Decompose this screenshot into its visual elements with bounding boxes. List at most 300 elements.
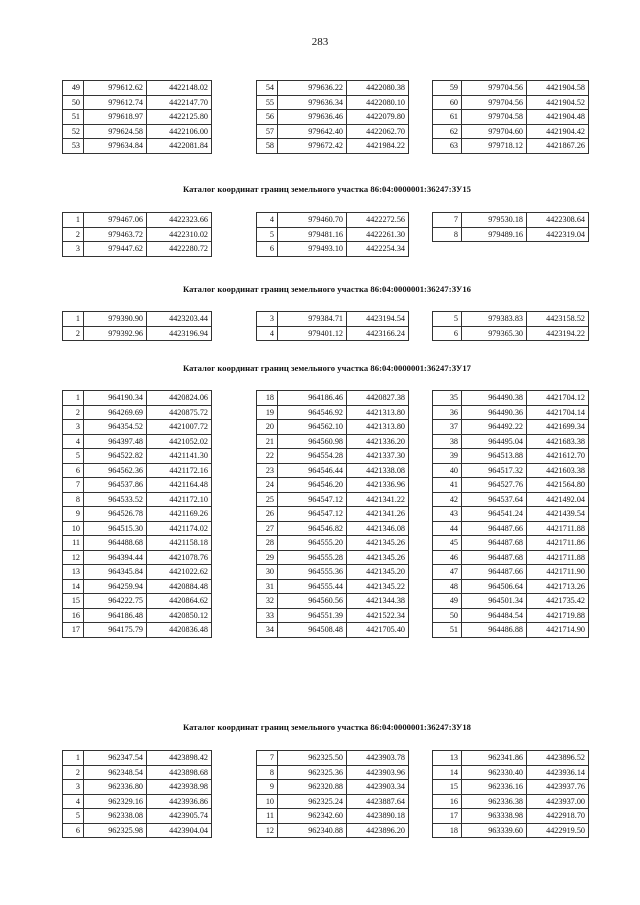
x-coordinate: 964508.48 — [278, 623, 347, 638]
table-row — [433, 463, 589, 478]
x-coordinate: 962342.60 — [278, 809, 347, 824]
table-row — [433, 213, 589, 228]
table-row — [63, 521, 212, 536]
y-coordinate: 4421345.26 — [347, 550, 409, 565]
y-coordinate: 4421341.26 — [347, 507, 409, 522]
x-coordinate: 962338.08 — [84, 809, 147, 824]
table-row — [433, 227, 589, 242]
x-coordinate: 964490.38 — [462, 391, 527, 406]
point-number: 23 — [257, 463, 278, 478]
table-row — [257, 565, 409, 580]
section-title: Каталог координат границ земельного участка 86:04:0000001:36247:ЗУ17 — [182, 363, 472, 373]
coordinate-table — [432, 311, 589, 341]
point-number: 39 — [433, 449, 462, 464]
point-number: 61 — [433, 110, 462, 125]
x-coordinate: 964506.64 — [462, 579, 527, 594]
x-coordinate: 962336.80 — [84, 780, 147, 795]
y-coordinate: 4423158.52 — [527, 312, 589, 327]
x-coordinate: 964555.44 — [278, 579, 347, 594]
table-row — [433, 95, 589, 110]
x-coordinate: 962325.50 — [278, 751, 347, 766]
point-number: 38 — [433, 434, 462, 449]
section-title: Каталог координат границ земельного участка 86:04:0000001:36247:ЗУ15 — [182, 184, 472, 194]
y-coordinate: 4423196.94 — [147, 326, 212, 341]
x-coordinate: 964546.82 — [278, 521, 347, 536]
x-coordinate: 962340.88 — [278, 823, 347, 838]
x-coordinate: 964515.30 — [84, 521, 147, 536]
x-coordinate: 964526.78 — [84, 507, 147, 522]
y-coordinate: 4421346.08 — [347, 521, 409, 536]
y-coordinate: 4423166.24 — [347, 326, 409, 341]
point-number: 6 — [433, 326, 462, 341]
table-row — [433, 312, 589, 327]
table-row — [433, 139, 589, 154]
x-coordinate: 964537.64 — [462, 492, 527, 507]
point-number: 1 — [63, 312, 84, 327]
coordinate-table — [62, 80, 212, 154]
coordinate-table — [62, 212, 212, 257]
y-coordinate: 4421492.04 — [527, 492, 589, 507]
x-coordinate: 962348.54 — [84, 765, 147, 780]
x-coordinate: 979704.56 — [462, 95, 527, 110]
coordinate-table — [256, 390, 409, 638]
table-row — [257, 765, 409, 780]
y-coordinate: 4422319.04 — [527, 227, 589, 242]
y-coordinate: 4422272.56 — [347, 213, 409, 228]
x-coordinate: 979383.83 — [462, 312, 527, 327]
coordinate-table — [256, 80, 409, 154]
x-coordinate: 979467.06 — [84, 213, 147, 228]
point-number: 10 — [257, 794, 278, 809]
point-number: 4 — [63, 434, 84, 449]
point-number: 46 — [433, 550, 462, 565]
table-row — [433, 794, 589, 809]
x-coordinate: 964551.39 — [278, 608, 347, 623]
y-coordinate: 4422125.80 — [147, 110, 212, 125]
table-row — [63, 124, 212, 139]
y-coordinate: 4421719.88 — [527, 608, 589, 623]
table-row — [433, 623, 589, 638]
table-row — [433, 536, 589, 551]
coordinate-table — [432, 212, 589, 242]
table-row — [257, 213, 409, 228]
table-row — [63, 536, 212, 551]
table-row — [63, 391, 212, 406]
y-coordinate: 4420836.48 — [147, 623, 212, 638]
section-title: Каталог координат границ земельного участка 86:04:0000001:36247:ЗУ16 — [182, 284, 472, 294]
point-number: 10 — [63, 521, 84, 536]
y-coordinate: 4421867.26 — [527, 139, 589, 154]
x-coordinate: 962347.54 — [84, 751, 147, 766]
table-row — [63, 227, 212, 242]
x-coordinate: 964487.68 — [462, 550, 527, 565]
y-coordinate: 4420850.12 — [147, 608, 212, 623]
table-row — [433, 405, 589, 420]
y-coordinate: 4423898.68 — [147, 765, 212, 780]
table-row — [63, 312, 212, 327]
coordinate-table — [256, 311, 409, 341]
y-coordinate: 4422308.64 — [527, 213, 589, 228]
table-row — [63, 95, 212, 110]
point-number: 56 — [257, 110, 278, 125]
y-coordinate: 4422918.70 — [527, 809, 589, 824]
table-row — [257, 95, 409, 110]
x-coordinate: 964562.10 — [278, 420, 347, 435]
y-coordinate: 4421714.90 — [527, 623, 589, 638]
catalog-section-zu16 — [62, 282, 592, 338]
table-row — [63, 242, 212, 257]
y-coordinate: 4423898.42 — [147, 751, 212, 766]
x-coordinate: 979636.46 — [278, 110, 347, 125]
x-coordinate: 979672.42 — [278, 139, 347, 154]
point-number: 2 — [63, 326, 84, 341]
x-coordinate: 979365.30 — [462, 326, 527, 341]
y-coordinate: 4421711.88 — [527, 550, 589, 565]
y-coordinate: 4421705.40 — [347, 623, 409, 638]
x-coordinate: 964546.20 — [278, 478, 347, 493]
table-row — [63, 81, 212, 96]
point-number: 11 — [63, 536, 84, 551]
table-row — [63, 463, 212, 478]
x-coordinate: 964487.66 — [462, 521, 527, 536]
table-row — [63, 794, 212, 809]
table-row — [433, 579, 589, 594]
x-coordinate: 964397.48 — [84, 434, 147, 449]
table-row — [63, 434, 212, 449]
x-coordinate: 964555.36 — [278, 565, 347, 580]
x-coordinate: 979392.96 — [84, 326, 147, 341]
x-coordinate: 964488.68 — [84, 536, 147, 551]
table-row — [433, 594, 589, 609]
y-coordinate: 4421337.30 — [347, 449, 409, 464]
x-coordinate: 979384.71 — [278, 312, 347, 327]
x-coordinate: 964354.52 — [84, 420, 147, 435]
x-coordinate: 964175.79 — [84, 623, 147, 638]
y-coordinate: 4423936.14 — [527, 765, 589, 780]
catalog-section-zu18 — [62, 720, 592, 835]
x-coordinate: 964487.66 — [462, 565, 527, 580]
table-row — [433, 326, 589, 341]
coordinate-table — [62, 311, 212, 341]
y-coordinate: 4422062.70 — [347, 124, 409, 139]
table-row — [433, 608, 589, 623]
y-coordinate: 4421711.90 — [527, 565, 589, 580]
point-number: 53 — [63, 139, 84, 154]
point-number: 40 — [433, 463, 462, 478]
y-coordinate: 4421904.48 — [527, 110, 589, 125]
y-coordinate: 4421984.22 — [347, 139, 409, 154]
table-row — [257, 550, 409, 565]
table-row — [257, 507, 409, 522]
point-number: 5 — [257, 227, 278, 242]
x-coordinate: 979642.40 — [278, 124, 347, 139]
x-coordinate: 962320.88 — [278, 780, 347, 795]
point-number: 4 — [257, 326, 278, 341]
x-coordinate: 979447.62 — [84, 242, 147, 257]
x-coordinate: 964546.44 — [278, 463, 347, 478]
point-number: 4 — [257, 213, 278, 228]
table-row — [257, 521, 409, 536]
table-row — [63, 623, 212, 638]
x-coordinate: 962336.38 — [462, 794, 527, 809]
point-number: 59 — [433, 81, 462, 96]
point-number: 15 — [63, 594, 84, 609]
table-row — [257, 434, 409, 449]
y-coordinate: 4421169.26 — [147, 507, 212, 522]
x-coordinate: 979401.12 — [278, 326, 347, 341]
point-number: 8 — [63, 492, 84, 507]
y-coordinate: 4421078.76 — [147, 550, 212, 565]
y-coordinate: 4423937.76 — [527, 780, 589, 795]
y-coordinate: 4421052.02 — [147, 434, 212, 449]
y-coordinate: 4423905.74 — [147, 809, 212, 824]
y-coordinate: 4421345.22 — [347, 579, 409, 594]
x-coordinate: 979634.84 — [84, 139, 147, 154]
point-number: 58 — [257, 139, 278, 154]
point-number: 49 — [63, 81, 84, 96]
point-number: 47 — [433, 565, 462, 580]
table-row — [257, 449, 409, 464]
y-coordinate: 4421904.52 — [527, 95, 589, 110]
point-number: 51 — [63, 110, 84, 125]
point-number: 2 — [63, 765, 84, 780]
y-coordinate: 4421603.38 — [527, 463, 589, 478]
table-row — [257, 594, 409, 609]
x-coordinate: 964547.12 — [278, 507, 347, 522]
x-coordinate: 962330.40 — [462, 765, 527, 780]
y-coordinate: 4421007.72 — [147, 420, 212, 435]
y-coordinate: 4422080.38 — [347, 81, 409, 96]
table-row — [433, 751, 589, 766]
table-row — [257, 420, 409, 435]
table-row — [257, 110, 409, 125]
point-number: 17 — [433, 809, 462, 824]
table-row — [433, 809, 589, 824]
y-coordinate: 4422919.50 — [527, 823, 589, 838]
table-row — [63, 550, 212, 565]
table-row — [63, 809, 212, 824]
point-number: 54 — [257, 81, 278, 96]
point-number: 19 — [257, 405, 278, 420]
y-coordinate: 4423896.52 — [527, 751, 589, 766]
y-coordinate: 4422106.00 — [147, 124, 212, 139]
x-coordinate: 964547.12 — [278, 492, 347, 507]
table-row — [63, 213, 212, 228]
point-number: 5 — [63, 809, 84, 824]
y-coordinate: 4421345.20 — [347, 565, 409, 580]
y-coordinate: 4423903.96 — [347, 765, 409, 780]
point-number: 3 — [63, 242, 84, 257]
y-coordinate: 4420864.62 — [147, 594, 212, 609]
point-number: 3 — [63, 420, 84, 435]
table-row — [433, 550, 589, 565]
point-number: 60 — [433, 95, 462, 110]
x-coordinate: 962325.98 — [84, 823, 147, 838]
table-row — [257, 780, 409, 795]
y-coordinate: 4421735.42 — [527, 594, 589, 609]
point-number: 48 — [433, 579, 462, 594]
point-number: 31 — [257, 579, 278, 594]
point-number: 49 — [433, 594, 462, 609]
table-row — [257, 608, 409, 623]
point-number: 32 — [257, 594, 278, 609]
table-row — [63, 823, 212, 838]
y-coordinate: 4422147.70 — [147, 95, 212, 110]
point-number: 50 — [433, 608, 462, 623]
point-number: 6 — [63, 823, 84, 838]
y-coordinate: 4420824.06 — [147, 391, 212, 406]
y-coordinate: 4423936.86 — [147, 794, 212, 809]
point-number: 3 — [257, 312, 278, 327]
table-row — [63, 492, 212, 507]
table-row — [63, 594, 212, 609]
x-coordinate: 964190.34 — [84, 391, 147, 406]
point-number: 41 — [433, 478, 462, 493]
x-coordinate: 963338.98 — [462, 809, 527, 824]
x-coordinate: 979390.90 — [84, 312, 147, 327]
x-coordinate: 962329.16 — [84, 794, 147, 809]
y-coordinate: 4423203.44 — [147, 312, 212, 327]
page-number: 283 — [311, 36, 329, 48]
table-row — [257, 463, 409, 478]
y-coordinate: 4421313.80 — [347, 420, 409, 435]
y-coordinate: 4421522.34 — [347, 608, 409, 623]
table-row — [433, 507, 589, 522]
table-row — [433, 521, 589, 536]
x-coordinate: 964522.82 — [84, 449, 147, 464]
point-number: 62 — [433, 124, 462, 139]
point-number: 33 — [257, 608, 278, 623]
y-coordinate: 4421439.54 — [527, 507, 589, 522]
y-coordinate: 4421341.22 — [347, 492, 409, 507]
y-coordinate: 4423194.22 — [527, 326, 589, 341]
table-row — [257, 242, 409, 257]
table-row — [433, 780, 589, 795]
table-row — [433, 124, 589, 139]
coordinate-table — [256, 212, 409, 257]
y-coordinate: 4421904.42 — [527, 124, 589, 139]
point-number: 4 — [63, 794, 84, 809]
x-coordinate: 964484.54 — [462, 608, 527, 623]
point-number: 52 — [63, 124, 84, 139]
x-coordinate: 962341.86 — [462, 751, 527, 766]
point-number: 12 — [257, 823, 278, 838]
point-number: 14 — [433, 765, 462, 780]
point-number: 34 — [257, 623, 278, 638]
point-number: 29 — [257, 550, 278, 565]
x-coordinate: 979618.97 — [84, 110, 147, 125]
y-coordinate: 4421704.12 — [527, 391, 589, 406]
table-row — [257, 492, 409, 507]
table-row — [257, 809, 409, 824]
point-number: 43 — [433, 507, 462, 522]
x-coordinate: 964259.94 — [84, 579, 147, 594]
y-coordinate: 4421338.08 — [347, 463, 409, 478]
y-coordinate: 4422081.84 — [147, 139, 212, 154]
x-coordinate: 964269.69 — [84, 405, 147, 420]
y-coordinate: 4422254.34 — [347, 242, 409, 257]
y-coordinate: 4423938.98 — [147, 780, 212, 795]
y-coordinate: 4421336.96 — [347, 478, 409, 493]
y-coordinate: 4423903.78 — [347, 751, 409, 766]
section-title: Каталог координат границ земельного участка 86:04:0000001:36247:ЗУ18 — [182, 722, 472, 732]
point-number: 2 — [63, 227, 84, 242]
x-coordinate: 962325.24 — [278, 794, 347, 809]
point-number: 27 — [257, 521, 278, 536]
x-coordinate: 964560.56 — [278, 594, 347, 609]
x-coordinate: 964533.52 — [84, 492, 147, 507]
table-row — [433, 110, 589, 125]
table-row — [433, 420, 589, 435]
point-number: 14 — [63, 579, 84, 594]
x-coordinate: 979612.74 — [84, 95, 147, 110]
point-number: 2 — [63, 405, 84, 420]
point-number: 37 — [433, 420, 462, 435]
point-number: 36 — [433, 405, 462, 420]
y-coordinate: 4421704.14 — [527, 405, 589, 420]
x-coordinate: 962325.36 — [278, 765, 347, 780]
y-coordinate: 4421174.02 — [147, 521, 212, 536]
x-coordinate: 964222.75 — [84, 594, 147, 609]
catalog-section-zu15 — [62, 182, 592, 254]
point-number: 3 — [63, 780, 84, 795]
table-row — [63, 326, 212, 341]
y-coordinate: 4421022.62 — [147, 565, 212, 580]
table-row — [257, 823, 409, 838]
y-coordinate: 4423903.34 — [347, 780, 409, 795]
table-row — [63, 780, 212, 795]
point-number: 30 — [257, 565, 278, 580]
y-coordinate: 4421172.10 — [147, 492, 212, 507]
x-coordinate: 979636.22 — [278, 81, 347, 96]
x-coordinate: 979493.10 — [278, 242, 347, 257]
x-coordinate: 979481.16 — [278, 227, 347, 242]
point-number: 24 — [257, 478, 278, 493]
table-row — [63, 139, 212, 154]
table-row — [257, 326, 409, 341]
coordinate-table — [432, 390, 589, 638]
table-row — [257, 794, 409, 809]
x-coordinate: 964555.20 — [278, 536, 347, 551]
table-row — [433, 449, 589, 464]
table-row — [63, 765, 212, 780]
table-row — [433, 81, 589, 96]
x-coordinate: 964513.88 — [462, 449, 527, 464]
x-coordinate: 979530.18 — [462, 213, 527, 228]
point-number: 13 — [433, 751, 462, 766]
x-coordinate: 979624.58 — [84, 124, 147, 139]
y-coordinate: 4420875.72 — [147, 405, 212, 420]
x-coordinate: 964541.24 — [462, 507, 527, 522]
table-row — [257, 139, 409, 154]
y-coordinate: 4422261.30 — [347, 227, 409, 242]
x-coordinate: 964186.46 — [278, 391, 347, 406]
y-coordinate: 4421344.38 — [347, 594, 409, 609]
point-number: 57 — [257, 124, 278, 139]
table-row — [257, 227, 409, 242]
point-number: 6 — [257, 242, 278, 257]
point-number: 50 — [63, 95, 84, 110]
y-coordinate: 4421713.26 — [527, 579, 589, 594]
table-row — [257, 312, 409, 327]
y-coordinate: 4421336.20 — [347, 434, 409, 449]
point-number: 22 — [257, 449, 278, 464]
table-row — [63, 449, 212, 464]
y-coordinate: 4422310.02 — [147, 227, 212, 242]
y-coordinate: 4422323.66 — [147, 213, 212, 228]
point-number: 18 — [433, 823, 462, 838]
y-coordinate: 4423896.20 — [347, 823, 409, 838]
